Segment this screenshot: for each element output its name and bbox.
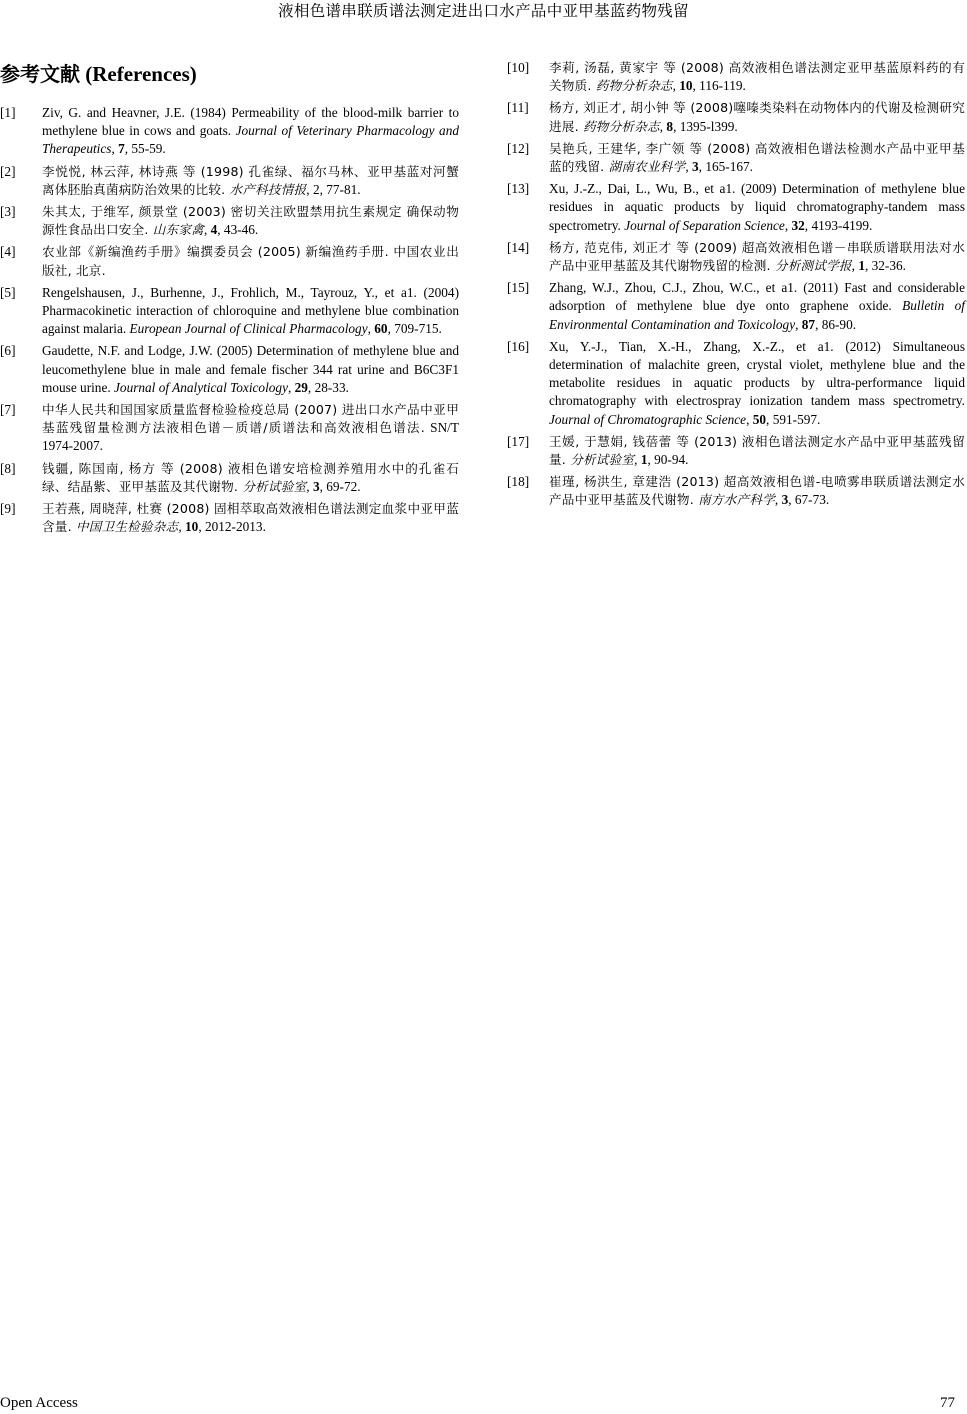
reference-item — [507, 180, 965, 235]
reference-text — [549, 99, 965, 135]
reference-item — [507, 338, 965, 429]
reference-segment: 杨方, 范克伟, 刘正才 等 (2009) 超高效液相色谱－串联质谱联用法对水产品中亚甲基蓝及其代谢物残留的检测. — [549, 239, 965, 274]
reference-number: [7] — [0, 402, 16, 418]
reference-number: [18] — [507, 474, 530, 490]
reference-segment: Rengelshausen, J., Burhenne, J., Frohlich, M., Tayrouz, Y., et a1. (2004) Pharmacokinetic interaction of chloroquine and methylene blue combination against malaria. — [42, 284, 459, 337]
reference-segment: , 4193-4199. — [804, 217, 873, 233]
reference-segment: 山东家禽 — [152, 222, 204, 238]
reference-text — [42, 342, 459, 397]
reference-segment: 29 — [294, 379, 308, 395]
reference-segment: , — [203, 222, 211, 238]
reference-segment: 8 — [666, 118, 674, 134]
reference-segment: , — [111, 141, 119, 157]
reference-text — [42, 104, 459, 159]
reference-number: [9] — [0, 501, 16, 517]
references-column-right — [507, 59, 965, 514]
reference-text — [42, 460, 459, 496]
reference-item — [0, 460, 459, 496]
reference-segment: Journal of Chromatographic Science — [549, 411, 747, 427]
reference-segment: , — [659, 118, 667, 134]
reference-segment: , — [774, 492, 782, 508]
reference-segment: 中华人民共和国国家质量监督检验检疫总局 (2007) 进出口水产品中亚甲基蓝残留量检测方法液相色谱－质谱/质谱法和高效液相色谱法. — [42, 402, 459, 436]
reference-segment: 李莉, 汤磊, 黄家宇 等 (2008) 高效液相色谱法测定亚甲基蓝原料药的有关物质. — [549, 60, 965, 94]
reference-segment: 药物分析杂志 — [595, 78, 673, 94]
page-number: 77 — [940, 1395, 955, 1411]
reference-segment: , 591-597. — [766, 411, 821, 427]
reference-number: [14] — [507, 239, 530, 255]
reference-item — [507, 433, 965, 469]
reference-number: [10] — [507, 60, 530, 75]
reference-item — [0, 284, 459, 339]
reference-segment: , 2012-2013. — [198, 519, 266, 535]
reference-segment: , 55-59. — [124, 141, 166, 157]
reference-segment: 1 — [640, 452, 648, 468]
reference-item — [507, 99, 965, 135]
reference-segment: 朱其太, 于维军, 颜景堂 (2003) 密切关注欧盟禁用抗生素规定 确保动物源性食品出口安全. — [42, 204, 459, 238]
reference-number: [12] — [507, 140, 530, 156]
reference-segment: 农业部《新编渔药手册》编撰委员会 (2005) 新编渔药手册. 中国农业出版社, 北京. — [42, 244, 459, 278]
reference-item — [507, 140, 965, 176]
reference-text — [42, 243, 459, 279]
reference-segment: 分析测试学报 — [774, 258, 852, 274]
reference-segment: 3 — [312, 478, 320, 494]
footer-open-access: Open Access — [0, 1395, 78, 1411]
reference-segment: , 67-73. — [788, 492, 830, 508]
reference-item — [0, 104, 459, 159]
reference-segment: , 165-167. — [698, 159, 753, 175]
reference-segment: 3 — [781, 492, 789, 508]
reference-segment: , 32-36. — [864, 258, 906, 274]
reference-text — [549, 180, 965, 235]
reference-segment: 4 — [210, 222, 218, 238]
reference-segment: 87 — [801, 316, 816, 332]
reference-text — [549, 338, 965, 429]
reference-text — [549, 433, 965, 469]
reference-text — [549, 239, 965, 275]
reference-segment: 吴艳兵, 王建华, 李广领 等 (2008) 高效液相色谱法检测水产品中亚甲基蓝的残留. — [549, 140, 965, 175]
references-column-left — [0, 104, 459, 540]
reference-segment: Gaudette, N.F. and Lodge, J.W. (2005) Determination of methylene blue and leucomethylene blue in male and female fischer 344 rat urine and B6C3F1 mouse urine. — [42, 343, 459, 395]
reference-number: [5] — [0, 284, 16, 300]
reference-segment: Journal of Separation Science — [624, 217, 785, 233]
references-heading-en: (References) — [85, 62, 197, 86]
reference-item — [0, 163, 459, 199]
reference-item — [507, 279, 965, 334]
reference-number: [8] — [0, 460, 16, 476]
reference-number: [3] — [0, 204, 16, 220]
references-heading — [0, 60, 197, 88]
reference-segment: , 28-33. — [307, 379, 349, 395]
reference-segment: 分析试验室 — [242, 478, 307, 494]
reference-item — [507, 239, 965, 275]
reference-segment: 湖南农业科学 — [608, 159, 686, 175]
reference-number: [4] — [0, 244, 16, 260]
reference-number: [6] — [0, 343, 16, 359]
reference-segment: European Journal of Clinical Pharmacology — [129, 321, 368, 337]
reference-text — [42, 284, 459, 339]
reference-segment: SN/T 1974-2007. — [42, 420, 459, 454]
reference-segment: , — [795, 316, 802, 332]
reference-number: [2] — [0, 163, 16, 179]
reference-segment: Bulletin of Environmental Contamination and Toxicology — [549, 298, 966, 332]
reference-segment: Xu, J.-Z., Dai, L., Wu, B., et a1. (2009) Determination of methylene blue residues in aquatic products by liquid chromatography-tandem mass spectrometry. — [549, 181, 965, 233]
reference-text — [42, 163, 459, 199]
reference-item — [0, 342, 459, 397]
reference-number: [13] — [507, 181, 530, 197]
reference-segment: 分析试验室 — [570, 452, 635, 468]
reference-item — [507, 59, 965, 95]
reference-item — [0, 243, 459, 279]
reference-segment: , — [851, 258, 859, 274]
reference-text — [42, 401, 459, 456]
reference-segment: Zhang, W.J., Zhou, C.J., Zhou, W.C., et a1. (2011) Fast and considerable adsorption of methylene blue dye onto graphene oxide. — [549, 280, 965, 314]
reference-segment: , — [746, 411, 753, 427]
reference-text — [549, 59, 965, 95]
reference-segment: , 116-119. — [692, 78, 746, 94]
reference-text — [42, 203, 459, 239]
reference-segment: 50 — [752, 411, 767, 427]
reference-item — [507, 473, 965, 509]
reference-segment: 中国卫生检验杂志 — [76, 519, 179, 535]
reference-segment: , — [367, 321, 375, 337]
reference-segment: 钱疆, 陈国南, 杨方 等 (2008) 液相色谱安培检测养殖用水中的孔雀石绿、结晶紫、亚甲基蓝及其代谢物. — [42, 460, 459, 494]
reference-number: [16] — [507, 338, 530, 354]
reference-item — [0, 500, 459, 536]
reference-text — [549, 279, 965, 334]
reference-segment: 3 — [692, 159, 699, 175]
reference-segment: , — [634, 452, 641, 468]
reference-segment: 药物分析杂志 — [583, 118, 660, 134]
reference-segment: , — [306, 478, 313, 494]
reference-text — [42, 500, 459, 536]
reference-segment: , 90-94. — [647, 452, 689, 468]
reference-segment: 李悦悦, 林云萍, 林诗燕 等 (1998) 孔雀绿、福尔马林、亚甲基蓝对河蟹离体胚胎真菌病防治效果的比较. — [42, 163, 459, 197]
reference-segment: 1 — [858, 258, 865, 274]
reference-segment: , 709-715. — [387, 321, 442, 337]
references-heading-cn: 参考文献 — [0, 62, 80, 86]
reference-segment: 崔瑾, 杨洪生, 章建浩 (2013) 超高效液相色谱-电喷雾串联质谱法测定水产品中亚甲基蓝及代谢物. — [549, 474, 965, 508]
reference-number: [17] — [507, 433, 530, 449]
reference-segment: , 1395-l399. — [673, 118, 738, 134]
reference-segment: , 86-90. — [815, 316, 857, 332]
reference-segment: 32 — [791, 217, 805, 233]
reference-segment: , — [784, 217, 792, 233]
reference-segment: , 2, 77-81. — [306, 181, 361, 197]
reference-segment: 60 — [374, 321, 388, 337]
reference-segment: 杨方, 刘正才, 胡小钟 等 (2008)噻嗪类染料在动物体内的代谢及检测研究进展. — [549, 100, 965, 134]
reference-item — [0, 401, 459, 456]
reference-segment: Ziv, G. and Heavner, J.E. (1984) Permeability of the blood-milk barrier to methylene blue in cows and goats. — [42, 105, 459, 139]
reference-segment: , 43-46. — [217, 222, 259, 238]
reference-text — [549, 473, 965, 509]
reference-text — [549, 140, 965, 176]
reference-number: [11] — [507, 100, 529, 116]
reference-number: [15] — [507, 280, 530, 296]
reference-segment: 7 — [118, 141, 125, 157]
reference-segment: , 69-72. — [319, 478, 361, 494]
reference-segment: Journal of Analytical Toxicology — [114, 379, 288, 395]
reference-segment: Xu, Y.-J., Tian, X.-H., Zhang, X.-Z., et a1. (2012) Simultaneous determination of malachite green, crystal violet, methylene blue and the metabolite residues in aquatic products by ultra-performance liquid chromatography with electrospray ionization tandem mass spectrometry. — [549, 338, 965, 409]
reference-segment: 王媛, 于慧娟, 钱蓓蕾 等 (2013) 液相色谱法测定水产品中亚甲基蓝残留量. — [549, 433, 965, 468]
reference-segment: 南方水产科学 — [698, 492, 775, 508]
reference-segment: 10 — [185, 519, 199, 535]
reference-segment: 水产科技情报 — [229, 181, 307, 197]
reference-segment: , — [672, 78, 680, 94]
reference-segment: 10 — [679, 78, 693, 94]
running-header: 液相色谱串联质谱法测定进出口水产品中亚甲基蓝药物残留 — [278, 3, 689, 20]
reference-number: [1] — [0, 105, 16, 120]
reference-segment: Journal of Veterinary Pharmacology and Therapeutics — [42, 123, 459, 157]
reference-segment: , — [178, 519, 186, 535]
reference-item — [0, 203, 459, 239]
reference-segment: , — [287, 379, 295, 395]
reference-segment: , — [685, 159, 693, 175]
reference-segment: 王若燕, 周晓萍, 杜赛 (2008) 固相萃取高效液相色谱法测定血浆中亚甲蓝含量. — [42, 501, 459, 535]
